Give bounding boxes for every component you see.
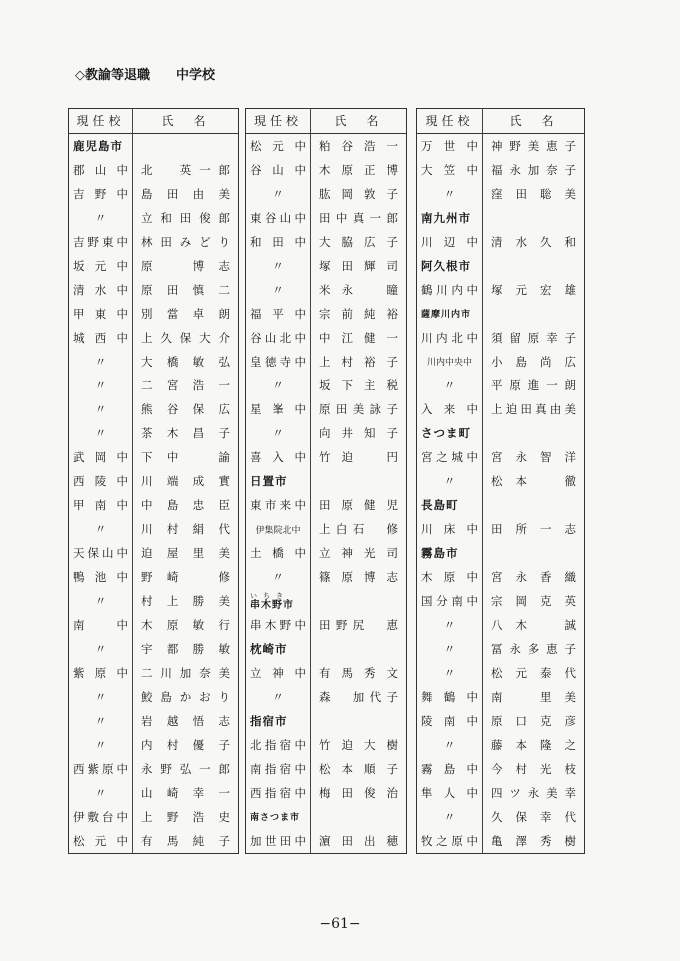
school-cell: 〃 bbox=[69, 709, 133, 733]
table-row bbox=[69, 661, 239, 685]
school-cell: 霧島中 bbox=[417, 757, 483, 781]
table-row bbox=[69, 637, 239, 661]
name-cell: 松本順子 bbox=[319, 761, 398, 776]
name-cell: 二川加奈美 bbox=[141, 665, 230, 680]
name-header: 氏 名 bbox=[483, 109, 585, 134]
table-row bbox=[246, 326, 407, 350]
municipality-heading: 薩摩川内市 bbox=[417, 302, 483, 326]
name-cell: 上白石 修 bbox=[319, 522, 398, 537]
school-cell: 〃 bbox=[69, 589, 133, 613]
table-row bbox=[246, 637, 407, 661]
school-cell: 〃 bbox=[69, 685, 133, 709]
name-cell: 清水久和 bbox=[491, 234, 576, 249]
school-cell: 入来中 bbox=[417, 397, 483, 421]
table-row bbox=[246, 421, 407, 445]
name-cell: 平原進一朗 bbox=[491, 378, 576, 393]
school-cell: 松元中 bbox=[69, 829, 133, 853]
table-row bbox=[69, 829, 239, 853]
school-cell: 福平中 bbox=[246, 302, 311, 326]
school-cell: 坂元中 bbox=[69, 254, 133, 278]
name-cell: 竹迫大樹 bbox=[319, 737, 398, 752]
school-cell: 西指宿中 bbox=[246, 781, 311, 805]
school-cell: 川内北中 bbox=[417, 326, 483, 350]
table-row bbox=[417, 805, 585, 829]
name-cell: 原 博志 bbox=[141, 258, 230, 273]
school-cell: 〃 bbox=[246, 421, 311, 445]
table-row bbox=[246, 661, 407, 685]
table-row bbox=[69, 373, 239, 397]
name-cell: 窪田聡美 bbox=[491, 186, 576, 201]
name-cell: 濵田出穂 bbox=[319, 833, 398, 848]
name-cell: 松本 徹 bbox=[491, 474, 576, 489]
table-row bbox=[69, 397, 239, 421]
school-cell: 〃 bbox=[69, 421, 133, 445]
school-cell: 川辺中 bbox=[417, 230, 483, 254]
name-cell: 塚元宏雄 bbox=[491, 282, 576, 297]
school-header: 現任校 bbox=[246, 109, 311, 134]
school-cell: 大笠中 bbox=[417, 158, 483, 182]
table-row bbox=[69, 733, 239, 757]
page-number: −61− bbox=[319, 916, 361, 932]
name-cell: 茶木昌子 bbox=[141, 426, 230, 441]
name-cell: 宮永香織 bbox=[491, 570, 576, 585]
school-cell: 立神中 bbox=[246, 661, 311, 685]
school-cell: 甲南中 bbox=[69, 493, 133, 517]
table-row bbox=[69, 350, 239, 374]
school-cell: 武岡中 bbox=[69, 445, 133, 469]
section-title: ◇教諭等退職 bbox=[75, 68, 150, 83]
name-cell: 上村裕子 bbox=[319, 354, 398, 369]
table-row bbox=[246, 133, 407, 157]
table-row bbox=[246, 517, 407, 541]
name-cell: 竹迫 円 bbox=[319, 450, 398, 465]
name-cell: 川端成實 bbox=[141, 474, 230, 489]
table-row bbox=[417, 158, 585, 182]
table-row bbox=[246, 685, 407, 709]
table-row bbox=[417, 685, 585, 709]
name-cell: 田所一志 bbox=[491, 522, 576, 537]
name-cell: 木原敏行 bbox=[141, 617, 230, 632]
school-cell: 〃 bbox=[417, 733, 483, 757]
table-row bbox=[69, 206, 239, 230]
school-cell: 北指宿中 bbox=[246, 733, 311, 757]
school-cell: 吉野中 bbox=[69, 182, 133, 206]
table-row bbox=[246, 757, 407, 781]
staff-table-3 bbox=[416, 108, 585, 854]
name-cell: 肱岡敦子 bbox=[319, 186, 398, 201]
table-row bbox=[417, 829, 585, 853]
name-cell: 松元泰代 bbox=[491, 665, 576, 680]
table-row bbox=[246, 805, 407, 829]
table-row bbox=[246, 445, 407, 469]
table-row bbox=[69, 469, 239, 493]
table-row bbox=[69, 133, 239, 157]
name-cell: 川村絹代 bbox=[141, 522, 230, 537]
table-row bbox=[417, 637, 585, 661]
table-row bbox=[417, 133, 585, 157]
school-cell: 川床中 bbox=[417, 517, 483, 541]
name-cell: 米永 瞳 bbox=[319, 282, 398, 297]
table-row bbox=[69, 757, 239, 781]
table-row bbox=[69, 493, 239, 517]
table-row bbox=[417, 613, 585, 637]
table-row bbox=[417, 589, 585, 613]
school-cell: 〃 bbox=[69, 373, 133, 397]
name-cell: 南 里美 bbox=[491, 689, 576, 704]
name-cell: 熊谷保広 bbox=[141, 402, 230, 417]
table-row bbox=[417, 469, 585, 493]
table-row bbox=[69, 158, 239, 182]
name-cell: 村上勝美 bbox=[141, 594, 230, 609]
municipality-heading bbox=[246, 589, 311, 613]
municipality-heading: 枕崎市 bbox=[246, 637, 311, 661]
name-cell: 木原正博 bbox=[319, 162, 398, 177]
school-cell: 舞鶴中 bbox=[417, 685, 483, 709]
name-cell bbox=[311, 589, 407, 613]
name-cell: 四ツ永美幸 bbox=[491, 785, 576, 800]
name-cell bbox=[311, 637, 407, 661]
name-cell: 大脇広子 bbox=[319, 234, 398, 249]
name-cell: 岩越悟志 bbox=[141, 713, 230, 728]
school-cell: 西紫原中 bbox=[69, 757, 133, 781]
name-cell: 坂下主税 bbox=[319, 378, 398, 393]
school-cell: 甲東中 bbox=[69, 302, 133, 326]
table-row bbox=[417, 421, 585, 445]
name-cell: 宗前純裕 bbox=[319, 306, 398, 321]
table-row bbox=[246, 829, 407, 853]
name-cell: 原口克彦 bbox=[491, 713, 576, 728]
table-row bbox=[417, 230, 585, 254]
school-cell: 〃 bbox=[69, 206, 133, 230]
school-cell: 谷山中 bbox=[246, 158, 311, 182]
name-cell: 迫屋里美 bbox=[141, 546, 230, 561]
school-cell: 伊集院北中 bbox=[246, 517, 311, 541]
municipality-heading: 指宿市 bbox=[246, 709, 311, 733]
table-row bbox=[246, 565, 407, 589]
name-cell: 塚田輝司 bbox=[319, 258, 398, 273]
table-row bbox=[69, 230, 239, 254]
name-cell: 永野弘一郎 bbox=[141, 761, 230, 776]
school-cell: 国分南中 bbox=[417, 589, 483, 613]
name-cell bbox=[483, 421, 585, 445]
table-row bbox=[246, 709, 407, 733]
name-header: 氏 名 bbox=[133, 109, 239, 134]
furigana: いちき bbox=[250, 592, 289, 601]
table-row bbox=[246, 493, 407, 517]
name-cell: 原田慎二 bbox=[141, 282, 230, 297]
table-row bbox=[246, 302, 407, 326]
school-cell: 〃 bbox=[246, 182, 311, 206]
name-cell: 冨永多恵子 bbox=[491, 641, 576, 656]
name-cell: 梅田俊治 bbox=[319, 785, 398, 800]
name-cell: 小島尚広 bbox=[491, 354, 576, 369]
table-row bbox=[246, 278, 407, 302]
name-cell: 篠原博志 bbox=[319, 570, 398, 585]
table-row bbox=[417, 326, 585, 350]
table-row bbox=[69, 445, 239, 469]
name-cell: 向井知子 bbox=[319, 426, 398, 441]
name-cell bbox=[311, 469, 407, 493]
school-cell: 土橋中 bbox=[246, 541, 311, 565]
table-row bbox=[417, 517, 585, 541]
school-cell: 喜入中 bbox=[246, 445, 311, 469]
table-row bbox=[417, 182, 585, 206]
name-cell: 藤本隆之 bbox=[491, 737, 576, 752]
name-cell: 中島忠臣 bbox=[141, 498, 230, 513]
name-cell: 原田美詠子 bbox=[319, 402, 398, 417]
table-row bbox=[417, 350, 585, 374]
name-cell: 粕谷浩一 bbox=[319, 138, 398, 153]
name-cell: 有馬純子 bbox=[141, 833, 230, 848]
section-heading bbox=[75, 64, 215, 83]
school-cell: 東市来中 bbox=[246, 493, 311, 517]
table-row bbox=[69, 781, 239, 805]
name-cell: 有馬秀文 bbox=[319, 665, 398, 680]
table-row bbox=[69, 182, 239, 206]
school-cell: 隼人中 bbox=[417, 781, 483, 805]
table-row bbox=[246, 350, 407, 374]
name-cell: 中江健一 bbox=[319, 330, 398, 345]
table-row bbox=[246, 469, 407, 493]
school-cell: 南指宿中 bbox=[246, 757, 311, 781]
name-cell: 下中 諭 bbox=[141, 450, 230, 465]
table-row bbox=[246, 206, 407, 230]
table-row bbox=[246, 230, 407, 254]
school-cell: 松元中 bbox=[246, 133, 311, 157]
name-cell: 神野美恵子 bbox=[491, 138, 576, 153]
school-cell: 〃 bbox=[246, 565, 311, 589]
table-row bbox=[69, 613, 239, 637]
school-cell: 〃 bbox=[246, 373, 311, 397]
name-cell: 野崎 修 bbox=[141, 570, 230, 585]
name-cell: 亀澤秀樹 bbox=[491, 833, 576, 848]
name-cell: 福永加奈子 bbox=[491, 162, 576, 177]
table-row bbox=[69, 421, 239, 445]
municipality-heading: 南さつま市 bbox=[246, 805, 311, 829]
municipality-heading: 阿久根市 bbox=[417, 254, 483, 278]
school-cell: 〃 bbox=[69, 733, 133, 757]
school-cell: 谷山北中 bbox=[246, 326, 311, 350]
school-cell: 南 中 bbox=[69, 613, 133, 637]
school-cell: 伊敷台中 bbox=[69, 805, 133, 829]
school-cell: 川内中央中 bbox=[417, 350, 483, 374]
school-cell: 〃 bbox=[417, 373, 483, 397]
school-cell: 牧之原中 bbox=[417, 829, 483, 853]
table-row bbox=[69, 254, 239, 278]
name-cell: 森 加代子 bbox=[319, 689, 398, 704]
school-cell: 〃 bbox=[246, 254, 311, 278]
table-row bbox=[69, 565, 239, 589]
school-header: 現任校 bbox=[417, 109, 483, 134]
school-cell: 〃 bbox=[417, 637, 483, 661]
table-row bbox=[417, 661, 585, 685]
school-cell: 皇徳寺中 bbox=[246, 350, 311, 374]
school-cell: 城西中 bbox=[69, 326, 133, 350]
municipality-heading: 南九州市 bbox=[417, 206, 483, 230]
table-row bbox=[69, 278, 239, 302]
name-cell: 島田由美 bbox=[141, 186, 230, 201]
school-cell: 鴨池中 bbox=[69, 565, 133, 589]
table-row bbox=[69, 326, 239, 350]
name-cell bbox=[311, 709, 407, 733]
name-cell: 久保幸代 bbox=[491, 809, 576, 824]
name-cell: 大橋敏弘 bbox=[141, 354, 230, 369]
table-row bbox=[69, 685, 239, 709]
school-cell: 〃 bbox=[417, 469, 483, 493]
table-row bbox=[417, 373, 585, 397]
school-cell: 〃 bbox=[417, 613, 483, 637]
name-cell: 八木 誠 bbox=[491, 617, 576, 632]
school-cell: 吉野東中 bbox=[69, 230, 133, 254]
table-row bbox=[417, 781, 585, 805]
table-row bbox=[69, 517, 239, 541]
table-row bbox=[246, 158, 407, 182]
school-cell: 西陵中 bbox=[69, 469, 133, 493]
school-cell: 〃 bbox=[417, 182, 483, 206]
municipality-name: 串木野市 bbox=[250, 600, 294, 612]
table-row bbox=[246, 781, 407, 805]
name-cell bbox=[483, 493, 585, 517]
table-row bbox=[246, 182, 407, 206]
table-row bbox=[69, 302, 239, 326]
name-cell: 宇都勝敏 bbox=[141, 641, 230, 656]
municipality-heading: さつま町 bbox=[417, 421, 483, 445]
school-cell: 東谷山中 bbox=[246, 206, 311, 230]
name-cell: 林田みどり bbox=[141, 234, 230, 249]
school-cell: 〃 bbox=[246, 278, 311, 302]
school-cell: 串木野中 bbox=[246, 613, 311, 637]
municipality-heading: 霧島市 bbox=[417, 541, 483, 565]
table-row bbox=[69, 805, 239, 829]
name-cell: 二宮浩一 bbox=[141, 378, 230, 393]
table-row bbox=[69, 589, 239, 613]
table-row bbox=[417, 278, 585, 302]
name-cell: 立和田俊郎 bbox=[141, 210, 230, 225]
school-cell: 宮之城中 bbox=[417, 445, 483, 469]
name-cell bbox=[311, 805, 407, 829]
name-cell: 宗岡克英 bbox=[491, 594, 576, 609]
school-cell: 加世田中 bbox=[246, 829, 311, 853]
table-row bbox=[417, 733, 585, 757]
school-cell: 〃 bbox=[417, 805, 483, 829]
name-cell: 鮫島かおり bbox=[141, 689, 230, 704]
table-row bbox=[246, 373, 407, 397]
table-row bbox=[246, 589, 407, 613]
name-cell bbox=[483, 206, 585, 230]
name-cell: 田原健児 bbox=[319, 498, 398, 513]
table-row bbox=[246, 733, 407, 757]
table-row bbox=[246, 541, 407, 565]
table-row bbox=[417, 757, 585, 781]
name-cell: 田野尻 恵 bbox=[319, 617, 398, 632]
table-row bbox=[246, 254, 407, 278]
name-cell bbox=[483, 254, 585, 278]
school-cell: 〃 bbox=[69, 350, 133, 374]
school-cell: 清水中 bbox=[69, 278, 133, 302]
name-cell: 上迫田真由美 bbox=[491, 402, 576, 417]
table-row bbox=[246, 613, 407, 637]
table-row bbox=[417, 541, 585, 565]
name-cell bbox=[483, 541, 585, 565]
table-row bbox=[417, 565, 585, 589]
school-cell: 〃 bbox=[69, 397, 133, 421]
name-cell: 内村優子 bbox=[141, 737, 230, 752]
school-cell: 〃 bbox=[69, 517, 133, 541]
school-header: 現任校 bbox=[69, 109, 133, 134]
table-row bbox=[417, 709, 585, 733]
school-cell: 〃 bbox=[246, 685, 311, 709]
name-cell: 須留原幸子 bbox=[491, 330, 576, 345]
name-cell: 上久保大介 bbox=[141, 330, 230, 345]
table-row bbox=[417, 397, 585, 421]
table-row bbox=[417, 302, 585, 326]
school-cell: 鶴川内中 bbox=[417, 278, 483, 302]
school-cell: 木原中 bbox=[417, 565, 483, 589]
name-cell bbox=[483, 302, 585, 326]
name-cell: 別當卓朗 bbox=[141, 306, 230, 321]
staff-table-1 bbox=[68, 108, 239, 854]
name-cell bbox=[133, 133, 239, 157]
name-cell: 立神光司 bbox=[319, 546, 398, 561]
school-cell: 〃 bbox=[69, 637, 133, 661]
school-cell: 万世中 bbox=[417, 133, 483, 157]
municipality-heading: 日置市 bbox=[246, 469, 311, 493]
school-cell: 陵南中 bbox=[417, 709, 483, 733]
school-cell: 天保山中 bbox=[69, 541, 133, 565]
table-row bbox=[417, 206, 585, 230]
name-cell: 山崎幸一 bbox=[141, 785, 230, 800]
municipality-heading: 長島町 bbox=[417, 493, 483, 517]
name-cell: 上野浩史 bbox=[141, 809, 230, 824]
table-row bbox=[69, 541, 239, 565]
school-cell: 和田中 bbox=[246, 230, 311, 254]
name-header: 氏 名 bbox=[311, 109, 407, 134]
section-subtitle: 中学校 bbox=[176, 68, 216, 83]
school-cell: 〃 bbox=[417, 661, 483, 685]
school-cell: 星峯中 bbox=[246, 397, 311, 421]
name-cell: 北 英一郎 bbox=[141, 162, 230, 177]
table-row bbox=[69, 709, 239, 733]
school-cell: 〃 bbox=[69, 781, 133, 805]
name-cell: 田中真一郎 bbox=[319, 210, 398, 225]
table-row bbox=[417, 493, 585, 517]
name-cell: 今村光枝 bbox=[491, 761, 576, 776]
table-row bbox=[246, 397, 407, 421]
staff-table-2 bbox=[245, 108, 407, 854]
name-cell: 宮永智洋 bbox=[491, 450, 576, 465]
table-row bbox=[417, 445, 585, 469]
school-cell: 紫原中 bbox=[69, 661, 133, 685]
school-cell: 郡山中 bbox=[69, 158, 133, 182]
table-row bbox=[417, 254, 585, 278]
municipality-heading: 鹿児島市 bbox=[69, 133, 133, 157]
